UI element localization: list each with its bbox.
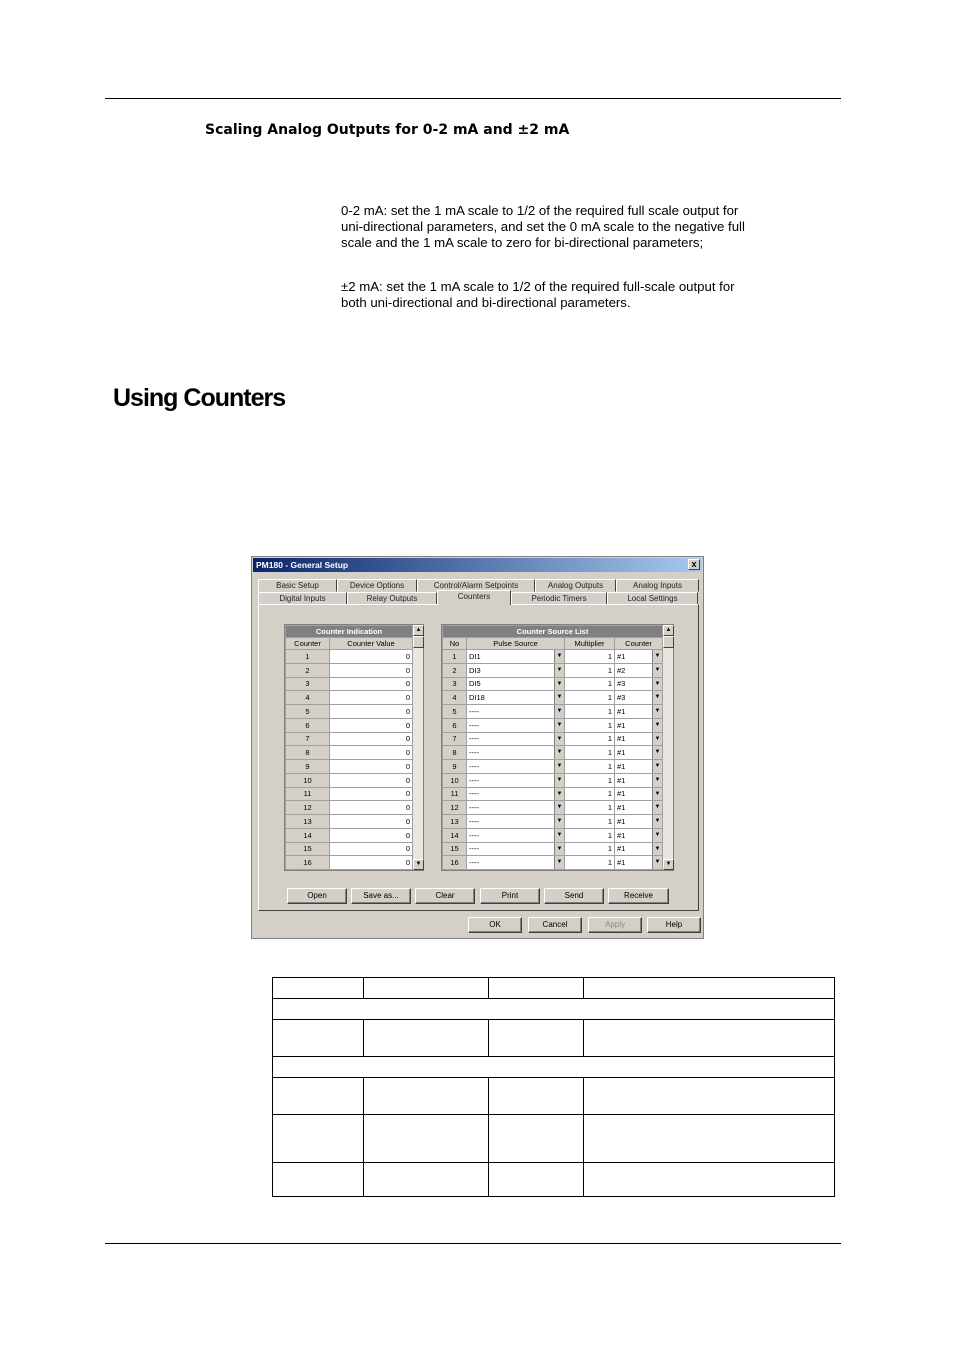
table-cell bbox=[489, 1163, 584, 1197]
counter-select[interactable] bbox=[615, 815, 663, 829]
chevron-down-icon[interactable]: ▼ bbox=[554, 788, 564, 801]
tab-counters[interactable]: Counters bbox=[437, 590, 511, 605]
source-number: 13 bbox=[443, 815, 467, 829]
table-cell bbox=[364, 1020, 489, 1057]
table-cell bbox=[273, 1020, 364, 1057]
chevron-down-icon[interactable]: ▼ bbox=[554, 760, 564, 773]
counter-select[interactable] bbox=[615, 705, 663, 719]
print-button[interactable]: Print bbox=[480, 888, 540, 904]
counter-source-grid bbox=[441, 624, 674, 871]
counter-select-value: #1 bbox=[617, 858, 626, 868]
pulse-source-select[interactable] bbox=[467, 677, 565, 691]
chevron-down-icon[interactable]: ▼ bbox=[652, 746, 662, 759]
tab-device-options[interactable]: Device Options bbox=[337, 579, 417, 592]
table-row bbox=[443, 677, 663, 691]
table-row bbox=[273, 978, 835, 999]
chevron-down-icon[interactable]: ▼ bbox=[554, 733, 564, 746]
pulse-source-select[interactable] bbox=[467, 773, 565, 787]
chevron-down-icon[interactable]: ▼ bbox=[554, 705, 564, 718]
chevron-down-icon[interactable]: ▼ bbox=[554, 691, 564, 704]
ok-button[interactable]: OK bbox=[468, 917, 522, 933]
column-header: No bbox=[443, 638, 467, 650]
tab-digital-inputs[interactable]: Digital Inputs bbox=[258, 592, 347, 605]
multiplier-input[interactable]: 1 bbox=[565, 732, 615, 746]
counter-number: 15 bbox=[286, 842, 330, 856]
pulse-source-select[interactable] bbox=[467, 815, 565, 829]
table-row bbox=[443, 773, 663, 787]
counter-select-value: #1 bbox=[617, 748, 626, 758]
chevron-down-icon[interactable]: ▼ bbox=[652, 788, 662, 801]
table-cell bbox=[273, 1057, 835, 1078]
table-row bbox=[443, 650, 663, 664]
table-row bbox=[443, 815, 663, 829]
multiplier-input[interactable]: 1 bbox=[565, 856, 615, 870]
grid-title-row bbox=[443, 626, 663, 638]
counter-select-value: #1 bbox=[617, 734, 626, 744]
pulse-source-select[interactable] bbox=[467, 718, 565, 732]
tab-basic-setup[interactable]: Basic Setup bbox=[258, 579, 337, 592]
multiplier-input[interactable]: 1 bbox=[565, 650, 615, 664]
top-rule bbox=[105, 98, 841, 99]
grid-header-row bbox=[443, 638, 663, 650]
table-cell bbox=[489, 1020, 584, 1057]
parameter-table bbox=[272, 977, 835, 1197]
pulse-source-select[interactable] bbox=[467, 787, 565, 801]
counter-value: 0 bbox=[330, 828, 413, 842]
source-number: 14 bbox=[443, 828, 467, 842]
clear-button[interactable]: Clear bbox=[415, 888, 475, 904]
tab-control-alarm-setpoints[interactable]: Control/Alarm Setpoints bbox=[417, 579, 535, 592]
table-cell bbox=[364, 1115, 489, 1163]
cancel-button[interactable]: Cancel bbox=[528, 917, 582, 933]
scroll-down-icon[interactable]: ▼ bbox=[663, 859, 674, 870]
pulse-source-value: ---- bbox=[469, 789, 479, 799]
open-button[interactable]: Open bbox=[287, 888, 347, 904]
pulse-source-select[interactable] bbox=[467, 663, 565, 677]
multiplier-input[interactable]: 1 bbox=[565, 815, 615, 829]
source-number: 8 bbox=[443, 746, 467, 760]
source-number: 5 bbox=[443, 705, 467, 719]
pulse-source-value: DI18 bbox=[469, 693, 485, 703]
counter-value: 0 bbox=[330, 718, 413, 732]
table-cell bbox=[489, 1078, 584, 1115]
table-row bbox=[286, 828, 413, 842]
counter-number: 12 bbox=[286, 801, 330, 815]
counter-select[interactable] bbox=[615, 650, 663, 664]
counter-value: 0 bbox=[330, 815, 413, 829]
counter-value: 0 bbox=[330, 650, 413, 664]
counter-select-value: #1 bbox=[617, 816, 626, 826]
table-row bbox=[443, 705, 663, 719]
save-as-button[interactable]: Save as... bbox=[351, 888, 411, 904]
table-cell bbox=[584, 978, 835, 999]
chevron-down-icon[interactable]: ▼ bbox=[554, 815, 564, 828]
table-row bbox=[286, 773, 413, 787]
chevron-down-icon[interactable]: ▼ bbox=[652, 664, 662, 677]
scroll-up-icon[interactable]: ▲ bbox=[663, 625, 674, 636]
scroll-down-icon[interactable]: ▼ bbox=[413, 859, 424, 870]
grid-header-row bbox=[286, 638, 413, 650]
table-row bbox=[273, 1020, 835, 1057]
grid-title: Counter Indication bbox=[286, 626, 413, 638]
counter-number: 7 bbox=[286, 732, 330, 746]
pulse-source-select[interactable] bbox=[467, 732, 565, 746]
pulse-source-select[interactable] bbox=[467, 842, 565, 856]
tab-analog-outputs[interactable]: Analog Outputs bbox=[535, 579, 616, 592]
counter-value: 0 bbox=[330, 787, 413, 801]
table-row bbox=[286, 705, 413, 719]
paragraph-pm2ma bbox=[341, 279, 751, 311]
counter-select-value: #1 bbox=[617, 803, 626, 813]
counter-select[interactable] bbox=[615, 787, 663, 801]
table-cell bbox=[489, 1115, 584, 1163]
pulse-source-select[interactable] bbox=[467, 828, 565, 842]
column-header: Counter bbox=[286, 638, 330, 650]
table-cell bbox=[273, 1163, 364, 1197]
dialog-titlebar bbox=[253, 558, 702, 572]
counter-number: 13 bbox=[286, 815, 330, 829]
table-cell bbox=[273, 999, 835, 1020]
counter-value: 0 bbox=[330, 856, 413, 870]
multiplier-input[interactable]: 1 bbox=[565, 801, 615, 815]
counter-select-value: #1 bbox=[617, 651, 626, 661]
pulse-source-value: ---- bbox=[469, 803, 479, 813]
table-row bbox=[443, 663, 663, 677]
table-row bbox=[443, 691, 663, 705]
receive-button[interactable]: Receive bbox=[608, 888, 669, 904]
paragraph-lead: ±2 mA: bbox=[341, 279, 383, 294]
counter-select[interactable] bbox=[615, 677, 663, 691]
chevron-down-icon[interactable]: ▼ bbox=[652, 829, 662, 842]
counter-number: 10 bbox=[286, 773, 330, 787]
pulse-source-select[interactable] bbox=[467, 801, 565, 815]
tab-periodic-timers[interactable]: Periodic Timers bbox=[511, 592, 607, 605]
scroll-thumb[interactable] bbox=[663, 636, 674, 648]
table-cell bbox=[273, 1115, 364, 1163]
pulse-source-value: DI1 bbox=[469, 651, 481, 661]
grid-title: Counter Source List bbox=[443, 626, 663, 638]
section-heading: Scaling Analog Outputs for 0-2 mA and ±2 mA bbox=[205, 122, 570, 138]
source-number: 11 bbox=[443, 787, 467, 801]
table-row bbox=[273, 999, 835, 1020]
chevron-down-icon[interactable]: ▼ bbox=[652, 678, 662, 691]
general-setup-dialog bbox=[251, 556, 704, 939]
counter-select-value: #1 bbox=[617, 761, 626, 771]
counter-value: 0 bbox=[330, 842, 413, 856]
table-row bbox=[443, 732, 663, 746]
table-row bbox=[443, 746, 663, 760]
multiplier-input[interactable]: 1 bbox=[565, 677, 615, 691]
table-cell bbox=[584, 1020, 835, 1057]
multiplier-input[interactable]: 1 bbox=[565, 842, 615, 856]
table-row bbox=[286, 650, 413, 664]
counter-value: 0 bbox=[330, 691, 413, 705]
table-cell bbox=[489, 978, 584, 999]
counter-number: 14 bbox=[286, 828, 330, 842]
apply-button: Apply bbox=[588, 917, 642, 933]
indication-scrollbar[interactable] bbox=[412, 625, 423, 870]
pulse-source-select[interactable] bbox=[467, 746, 565, 760]
table-row bbox=[273, 1057, 835, 1078]
counter-select-value: #3 bbox=[617, 679, 626, 689]
source-number: 7 bbox=[443, 732, 467, 746]
chevron-down-icon[interactable]: ▼ bbox=[554, 856, 564, 869]
table-row bbox=[443, 856, 663, 870]
source-number: 6 bbox=[443, 718, 467, 732]
scroll-up-icon[interactable]: ▲ bbox=[413, 625, 424, 636]
counter-select-value: #1 bbox=[617, 789, 626, 799]
chevron-down-icon[interactable]: ▼ bbox=[652, 733, 662, 746]
counter-number: 6 bbox=[286, 718, 330, 732]
tab-relay-outputs[interactable]: Relay Outputs bbox=[347, 592, 437, 605]
counter-value: 0 bbox=[330, 760, 413, 774]
table-row bbox=[443, 760, 663, 774]
table-row bbox=[443, 828, 663, 842]
tab-local-settings[interactable]: Local Settings bbox=[607, 592, 698, 605]
source-number: 12 bbox=[443, 801, 467, 815]
counter-select[interactable] bbox=[615, 828, 663, 842]
source-scrollbar[interactable] bbox=[662, 625, 673, 870]
pulse-source-select[interactable] bbox=[467, 691, 565, 705]
column-header: Counter bbox=[615, 638, 663, 650]
scroll-thumb[interactable] bbox=[413, 636, 424, 648]
send-button[interactable]: Send bbox=[544, 888, 604, 904]
counter-value: 0 bbox=[330, 677, 413, 691]
pulse-source-value: DI5 bbox=[469, 679, 481, 689]
table-row bbox=[286, 718, 413, 732]
counter-value: 0 bbox=[330, 732, 413, 746]
table-cell bbox=[584, 1163, 835, 1197]
table-row bbox=[286, 732, 413, 746]
counter-number: 16 bbox=[286, 856, 330, 870]
chevron-down-icon[interactable]: ▼ bbox=[554, 664, 564, 677]
table-row bbox=[443, 718, 663, 732]
chevron-down-icon[interactable]: ▼ bbox=[554, 650, 564, 663]
pulse-source-value: ---- bbox=[469, 816, 479, 826]
counter-select-value: #3 bbox=[617, 693, 626, 703]
counter-number: 1 bbox=[286, 650, 330, 664]
source-number: 15 bbox=[443, 842, 467, 856]
chevron-down-icon[interactable]: ▼ bbox=[554, 843, 564, 856]
chevron-down-icon[interactable]: ▼ bbox=[554, 774, 564, 787]
multiplier-input[interactable]: 1 bbox=[565, 705, 615, 719]
table-row bbox=[286, 856, 413, 870]
table-row bbox=[443, 787, 663, 801]
pulse-source-value: ---- bbox=[469, 720, 479, 730]
table-row bbox=[273, 1115, 835, 1163]
pulse-source-select[interactable] bbox=[467, 856, 565, 870]
table-row bbox=[286, 842, 413, 856]
multiplier-input[interactable]: 1 bbox=[565, 746, 615, 760]
counter-value: 0 bbox=[330, 746, 413, 760]
counter-number: 8 bbox=[286, 746, 330, 760]
table-row bbox=[273, 1078, 835, 1115]
multiplier-input[interactable]: 1 bbox=[565, 718, 615, 732]
pulse-source-value: ---- bbox=[469, 734, 479, 744]
counter-select-value: #1 bbox=[617, 775, 626, 785]
counter-indication-grid bbox=[284, 624, 424, 871]
table-cell bbox=[364, 1078, 489, 1115]
paragraph-text: set the 1 mA scale to 1/2 of the required full-scale output for both uni-directional and bi-directional parameters. bbox=[341, 279, 735, 311]
source-number: 1 bbox=[443, 650, 467, 664]
table-row bbox=[286, 801, 413, 815]
counter-select-value: #1 bbox=[617, 706, 626, 716]
table-cell bbox=[273, 978, 364, 999]
column-header: Pulse Source bbox=[467, 638, 565, 650]
table-cell bbox=[584, 1115, 835, 1163]
counter-number: 4 bbox=[286, 691, 330, 705]
table-row bbox=[286, 815, 413, 829]
counter-select[interactable] bbox=[615, 663, 663, 677]
pulse-source-value: ---- bbox=[469, 830, 479, 840]
paragraph-text: set the 1 mA scale to 1/2 of the required full scale output for uni-directional parameters, and set the 0 mA scale to the negative full scale and the 1 mA scale to zero for bi-directional parameters; bbox=[341, 203, 745, 251]
chevron-down-icon[interactable]: ▼ bbox=[652, 801, 662, 814]
source-number: 16 bbox=[443, 856, 467, 870]
close-button[interactable]: x bbox=[688, 559, 700, 570]
dialog-title: PM180 - General Setup bbox=[256, 560, 349, 570]
pulse-source-value: ---- bbox=[469, 844, 479, 854]
table-row bbox=[286, 760, 413, 774]
table-row bbox=[443, 842, 663, 856]
table-row bbox=[286, 787, 413, 801]
multiplier-input[interactable]: 1 bbox=[565, 760, 615, 774]
chevron-down-icon[interactable]: ▼ bbox=[652, 815, 662, 828]
table-cell bbox=[364, 1163, 489, 1197]
multiplier-input[interactable]: 1 bbox=[565, 787, 615, 801]
chevron-down-icon[interactable]: ▼ bbox=[652, 691, 662, 704]
chevron-down-icon[interactable]: ▼ bbox=[652, 856, 662, 869]
chevron-down-icon[interactable]: ▼ bbox=[652, 760, 662, 773]
counter-select[interactable] bbox=[615, 801, 663, 815]
table-row bbox=[286, 691, 413, 705]
bottom-rule bbox=[105, 1243, 841, 1244]
counter-value: 0 bbox=[330, 801, 413, 815]
chevron-down-icon[interactable]: ▼ bbox=[652, 650, 662, 663]
tab-analog-inputs[interactable]: Analog Inputs bbox=[616, 579, 699, 592]
table-row bbox=[443, 801, 663, 815]
counter-select[interactable] bbox=[615, 718, 663, 732]
counter-value: 0 bbox=[330, 705, 413, 719]
table-row bbox=[273, 1163, 835, 1197]
table-cell bbox=[584, 1078, 835, 1115]
multiplier-input[interactable]: 1 bbox=[565, 828, 615, 842]
pulse-source-value: ---- bbox=[469, 748, 479, 758]
counter-select-value: #2 bbox=[617, 665, 626, 675]
paragraph-0-2ma bbox=[341, 203, 751, 252]
chevron-down-icon[interactable]: ▼ bbox=[652, 774, 662, 787]
multiplier-input[interactable]: 1 bbox=[565, 773, 615, 787]
pulse-source-value: ---- bbox=[469, 706, 479, 716]
pulse-source-value: DI3 bbox=[469, 665, 481, 675]
pulse-source-select[interactable] bbox=[467, 705, 565, 719]
counter-number: 5 bbox=[286, 705, 330, 719]
table-row bbox=[286, 677, 413, 691]
chevron-down-icon[interactable]: ▼ bbox=[554, 801, 564, 814]
pulse-source-value: ---- bbox=[469, 858, 479, 868]
counter-select[interactable] bbox=[615, 856, 663, 870]
help-button[interactable]: Help bbox=[647, 917, 701, 933]
pulse-source-value: ---- bbox=[469, 761, 479, 771]
pulse-source-select[interactable] bbox=[467, 760, 565, 774]
counter-number: 11 bbox=[286, 787, 330, 801]
chevron-down-icon[interactable]: ▼ bbox=[652, 705, 662, 718]
chevron-down-icon[interactable]: ▼ bbox=[554, 746, 564, 759]
table-row bbox=[286, 746, 413, 760]
counter-select[interactable] bbox=[615, 691, 663, 705]
counter-number: 2 bbox=[286, 663, 330, 677]
chevron-down-icon[interactable]: ▼ bbox=[554, 829, 564, 842]
column-header: Counter Value bbox=[330, 638, 413, 650]
paragraph-lead: 0-2 mA: bbox=[341, 203, 388, 218]
counter-number: 3 bbox=[286, 677, 330, 691]
counter-number: 9 bbox=[286, 760, 330, 774]
chevron-down-icon[interactable]: ▼ bbox=[652, 719, 662, 732]
counter-select[interactable] bbox=[615, 746, 663, 760]
main-heading: Using Counters bbox=[113, 384, 286, 412]
source-number: 10 bbox=[443, 773, 467, 787]
table-cell bbox=[364, 978, 489, 999]
chevron-down-icon[interactable]: ▼ bbox=[554, 678, 564, 691]
counter-select[interactable] bbox=[615, 842, 663, 856]
column-header: Multiplier bbox=[565, 638, 615, 650]
multiplier-input[interactable]: 1 bbox=[565, 663, 615, 677]
chevron-down-icon[interactable]: ▼ bbox=[554, 719, 564, 732]
source-number: 9 bbox=[443, 760, 467, 774]
grid-title-row bbox=[286, 626, 413, 638]
counter-select-value: #1 bbox=[617, 720, 626, 730]
source-number: 2 bbox=[443, 663, 467, 677]
table-cell bbox=[273, 1078, 364, 1115]
counter-select-value: #1 bbox=[617, 844, 626, 854]
counter-select[interactable] bbox=[615, 760, 663, 774]
source-number: 3 bbox=[443, 677, 467, 691]
chevron-down-icon[interactable]: ▼ bbox=[652, 843, 662, 856]
counter-value: 0 bbox=[330, 773, 413, 787]
table-row bbox=[286, 663, 413, 677]
counter-select[interactable] bbox=[615, 773, 663, 787]
source-number: 4 bbox=[443, 691, 467, 705]
counter-value: 0 bbox=[330, 663, 413, 677]
multiplier-input[interactable]: 1 bbox=[565, 691, 615, 705]
counter-select[interactable] bbox=[615, 732, 663, 746]
counter-select-value: #1 bbox=[617, 830, 626, 840]
pulse-source-select[interactable] bbox=[467, 650, 565, 664]
pulse-source-value: ---- bbox=[469, 775, 479, 785]
